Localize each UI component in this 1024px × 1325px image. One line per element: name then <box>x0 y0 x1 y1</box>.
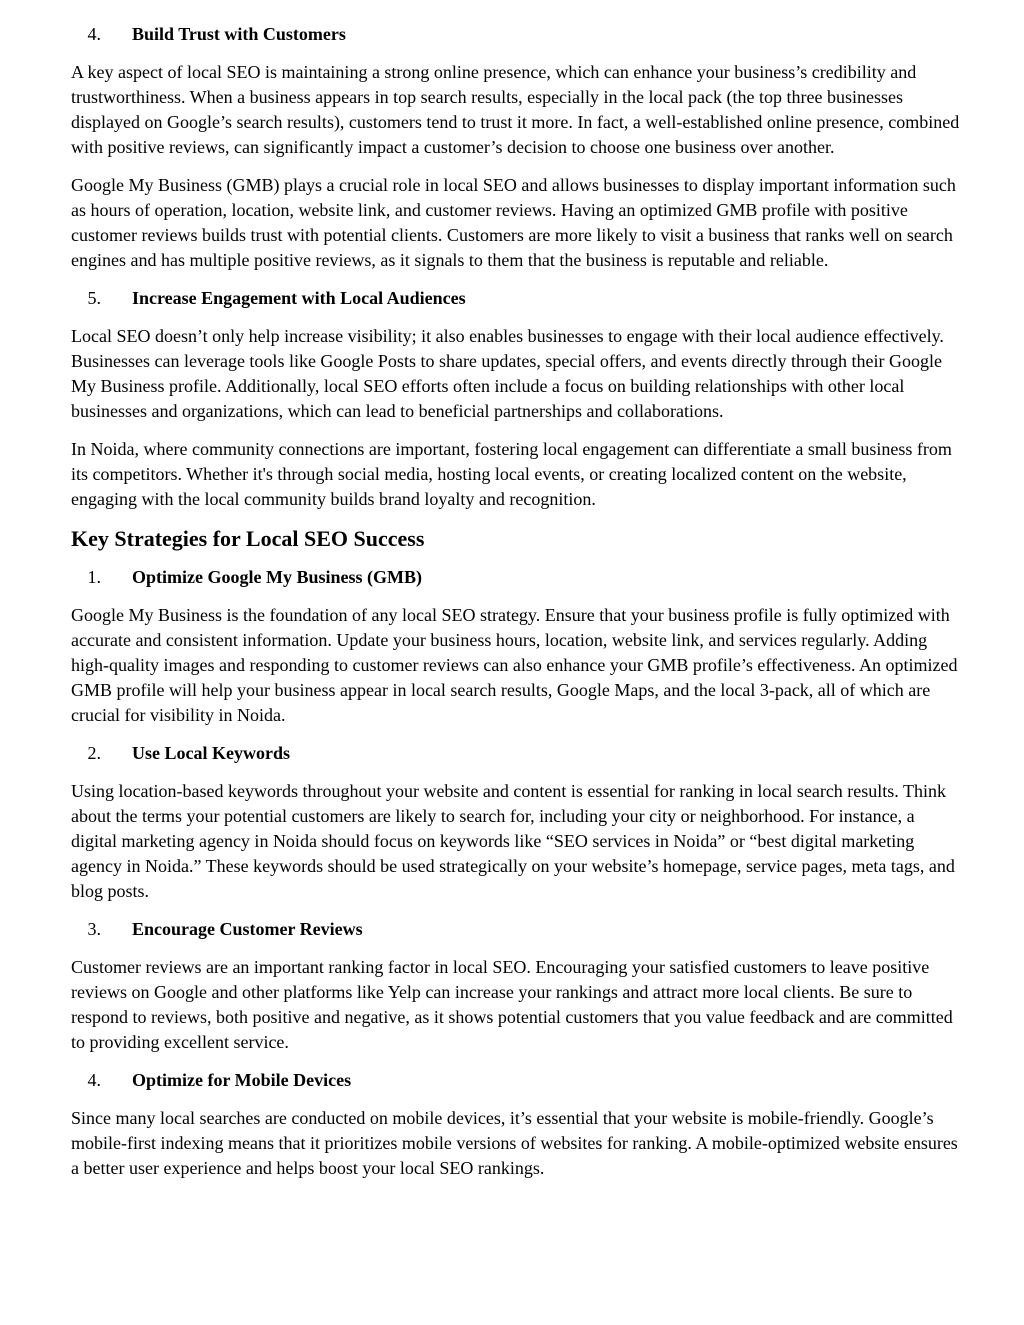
list-item-optimize-gmb <box>71 565 964 590</box>
paragraph: In Noida, where community connections are important, fostering local engagement can differentiate a small business from its competitors. Whether it's through social media, hosting local events, or creating localized content on the website, engaging with the local community builds brand loyalty and recognition. <box>71 439 952 509</box>
section-heading: Key Strategies for Local SEO Success <box>71 526 425 551</box>
paragraph: Using location-based keywords throughout your website and content is essential for ranking in local search results. Think about the terms your potential customers are likely to search for, including your city or neighborhood. For instance, a digital marketing agency in Noida should focus on keywords like “SEO services in Noida” or “best digital marketing agency in Noida.” These keywords should be used strategically on your website’s homepage, service pages, meta tags, and blog posts. <box>71 781 955 901</box>
list-item-mobile-devices <box>71 1068 964 1093</box>
list-item-increase-engagement <box>71 286 964 311</box>
list-number: 3. <box>87 919 101 939</box>
paragraph: Since many local searches are conducted on mobile devices, it’s essential that your website is mobile-friendly. Google’s mobile-first indexing means that it prioritizes mobile versions of websites for ranking. A mobile-optimized website ensures a better user experience and helps boost your local SEO rankings. <box>71 1108 958 1178</box>
list-item-title: Optimize Google My Business (GMB) <box>132 567 422 587</box>
list-item-title: Increase Engagement with Local Audiences <box>132 288 466 308</box>
paragraph: Google My Business is the foundation of any local SEO strategy. Ensure that your business profile is fully optimized with accurate and consistent information. Update your business hours, location, website link, and services regularly. Adding high-quality images and responding to customer reviews can also enhance your GMB profile’s effectiveness. An optimized GMB profile will help your business appear in local search results, Google Maps, and the local 3-pack, all of which are crucial for visibility in Noida. <box>71 605 958 725</box>
paragraph: A key aspect of local SEO is maintaining a strong online presence, which can enhance your business’s credibility and trustworthiness. When a business appears in top search results, especially in the local pack (the top three businesses displayed on Google’s search results), customers tend to trust it more. In fact, a well-established online presence, combined with positive reviews, can significantly impact a customer’s decision to choose one business over another. <box>71 62 960 157</box>
list-number: 4. <box>87 1070 101 1090</box>
list-number: 4. <box>87 24 101 44</box>
list-item-title: Encourage Customer Reviews <box>132 919 363 939</box>
paragraph: Customer reviews are an important ranking factor in local SEO. Encouraging your satisfied customers to leave positive reviews on Google and other platforms like Yelp can increase your rankings and attract more local clients. Be sure to respond to reviews, both positive and negative, as it shows potential customers that you value feedback and are committed to providing excellent service. <box>71 957 953 1052</box>
list-item-customer-reviews <box>71 917 964 942</box>
list-item-title: Build Trust with Customers <box>132 24 346 44</box>
paragraph: Google My Business (GMB) plays a crucial role in local SEO and allows businesses to display important information such as hours of operation, location, website link, and customer reviews. Having an optimized GMB profile with positive customer reviews builds trust with potential clients. Customers are more likely to visit a business that ranks well on search engines and has multiple positive reviews, as it signals to them that the business is reputable and reliable. <box>71 175 956 270</box>
list-number: 2. <box>87 743 101 763</box>
list-item-local-keywords <box>71 741 964 766</box>
list-item-title: Optimize for Mobile Devices <box>132 1070 352 1090</box>
list-number: 5. <box>87 288 101 308</box>
list-number: 1. <box>87 567 101 587</box>
list-item-title: Use Local Keywords <box>132 743 290 763</box>
list-item-build-trust <box>71 22 964 47</box>
paragraph: Local SEO doesn’t only help increase visibility; it also enables businesses to engage with their local audience effectively. Businesses can leverage tools like Google Posts to share updates, special offers, and events directly through their Google My Business profile. Additionally, local SEO efforts often include a focus on building relationships with other local businesses and organizations, which can lead to beneficial partnerships and collaborations. <box>71 326 944 421</box>
